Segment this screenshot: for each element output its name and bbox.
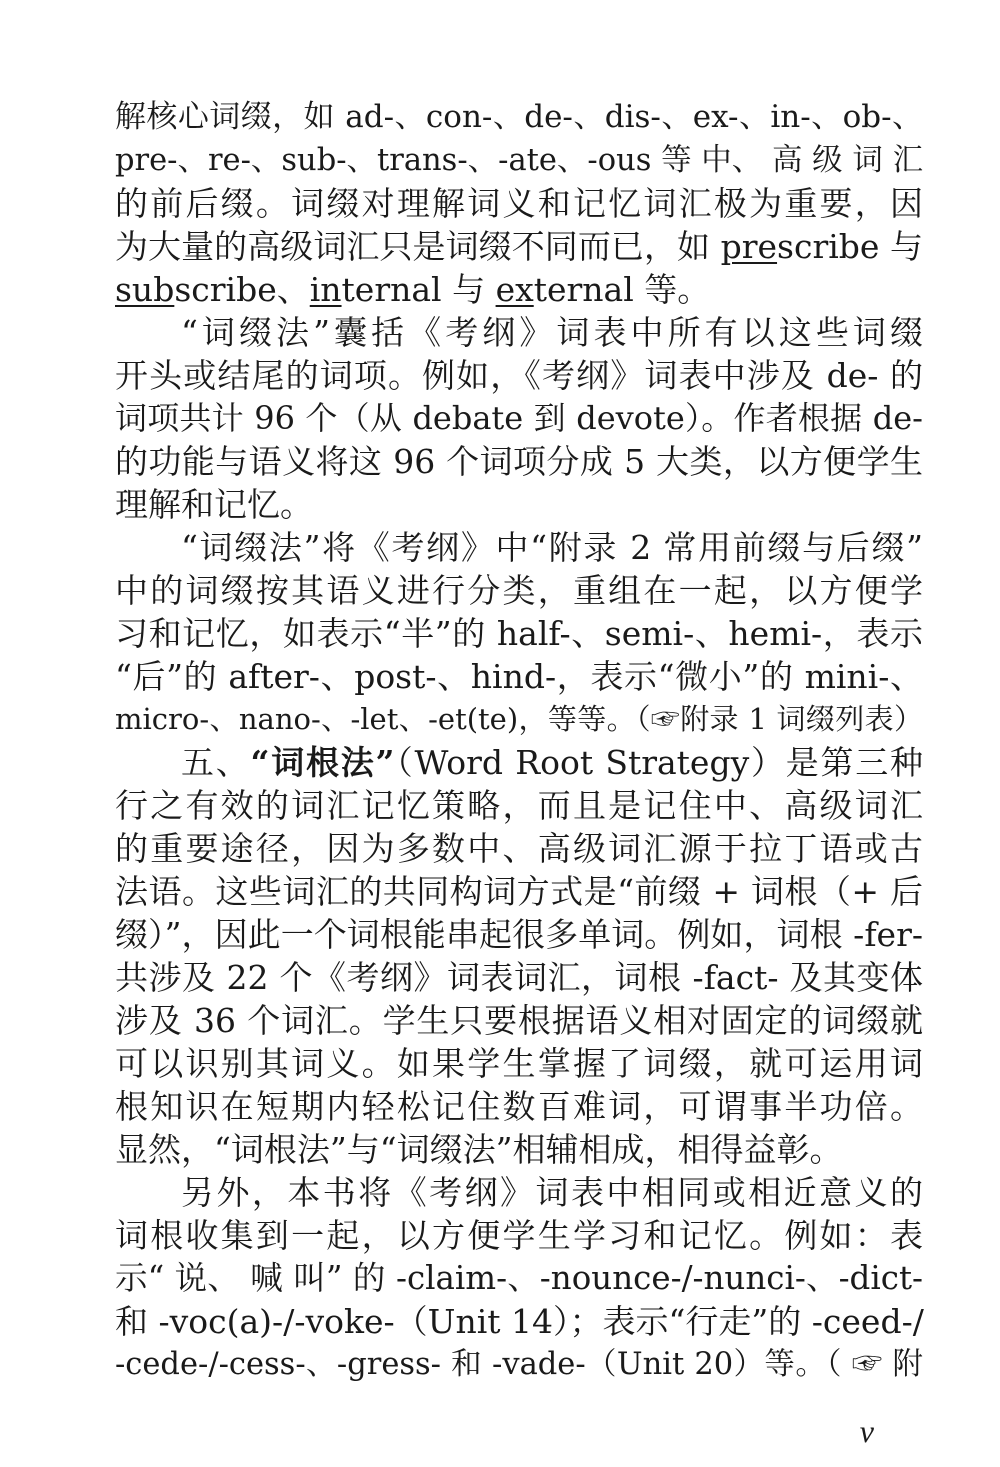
text-line: micro-、nano-、-let、-et(te)，等等。（☞附录 1 词缀列表）	[115, 702, 923, 736]
text-line: 根知识在短期内轻松记住数百难词，可谓事半功倍。	[115, 1087, 923, 1126]
text-line: 理解和记忆。	[115, 485, 313, 524]
text-run: ternal 与	[341, 270, 496, 309]
text-line: 解核心词缀，如 ad-、con-、de-、dis-、ex-、in-、ob-、	[115, 99, 923, 135]
text-line: 可以识别其词义。如果学生掌握了词缀，就可运用词	[115, 1044, 923, 1083]
text-line: 的前后缀。词缀对理解词义和记忆词汇极为重要，因	[115, 184, 923, 223]
text-line	[115, 268, 923, 311]
text-line: “后”的 after-、post-、hind-，表示“微小”的 mini-、	[115, 657, 923, 696]
text-line: 的重要途径，因为多数中、高级词汇源于拉丁语或古	[115, 829, 923, 868]
text-line	[115, 741, 923, 784]
text-line: 开头或结尾的词项。例如，《考纲》词表中涉及 de- 的	[115, 356, 923, 395]
text-line: 共涉及 22 个《考纲》词表词汇，词根 -fact- 及其变体	[115, 958, 923, 997]
text-line: 另外，本书将《考纲》词表中相同或相近意义的	[181, 1173, 923, 1212]
text-line	[115, 225, 923, 268]
text-run: 五、	[181, 743, 251, 782]
text-run: scribe 与	[777, 227, 923, 266]
text-run: 为大量的高级词汇只是词缀不同而已，如	[115, 227, 721, 266]
underlined-prefix: ex	[495, 270, 534, 309]
underlined-prefix: in	[309, 270, 342, 309]
text-line: 和 -voc(a)-/-voke-（Unit 14）；表示“行走”的 -ceed-/	[115, 1302, 924, 1341]
underlined-prefix: pre	[720, 227, 778, 266]
text-run: scribe、	[174, 270, 310, 309]
text-line: 习和记忆，如表示“半”的 half-、semi-、hemi-，表示	[115, 614, 923, 653]
text-line: 中的词缀按其语义进行分类，重组在一起，以方便学	[115, 571, 923, 610]
text-line: -cede-/-cess-、-gress- 和 -vade-（Unit 20）等。（ ☞ 附	[115, 1347, 923, 1382]
text-line: “词缀法”将《考纲》中“附录 2 常用前缀与后缀”	[181, 528, 923, 567]
text-line: 显然，“词根法”与“词缀法”相辅相成，相得益彰。	[115, 1130, 843, 1169]
text-line: 的功能与语义将这 96 个词项分成 5 大类，以方便学生	[115, 442, 923, 481]
text-run: ternal 等。	[533, 270, 711, 309]
text-line: 词根收集到一起，以方便学生学习和记忆。例如：表	[115, 1216, 923, 1255]
text-line: 缀）”，因此一个词根能串起很多单词。例如，词根 -fer-	[115, 915, 923, 954]
underlined-prefix: sub	[115, 270, 175, 309]
bold-term: “词根法”	[250, 743, 395, 782]
page-number: v	[859, 1413, 874, 1449]
body-text	[115, 96, 923, 1386]
text-line: 行之有效的词汇记忆策略，而且是记住中、高级词汇	[115, 786, 923, 825]
text-line: 法语。这些词汇的共同构词方式是“前缀 + 词根（+ 后	[115, 872, 923, 911]
text-line: 示“ 说、 喊 叫” 的 -claim-、-nounce-/-nunci-、-dict-	[115, 1259, 923, 1297]
text-line: pre-、re-、sub-、trans-、-ate、-ous 等 中、 高 级 词 汇	[115, 143, 924, 178]
text-line: “词缀法”囊括《考纲》词表中所有以这些词缀	[181, 313, 923, 352]
text-run: （Word Root Strategy）是第三种	[394, 743, 924, 782]
text-line: 涉及 36 个词汇。学生只要根据语义相对固定的词缀就	[115, 1001, 923, 1040]
text-line: 词项共计 96 个（从 debate 到 devote）。作者根据 de-	[115, 399, 923, 437]
